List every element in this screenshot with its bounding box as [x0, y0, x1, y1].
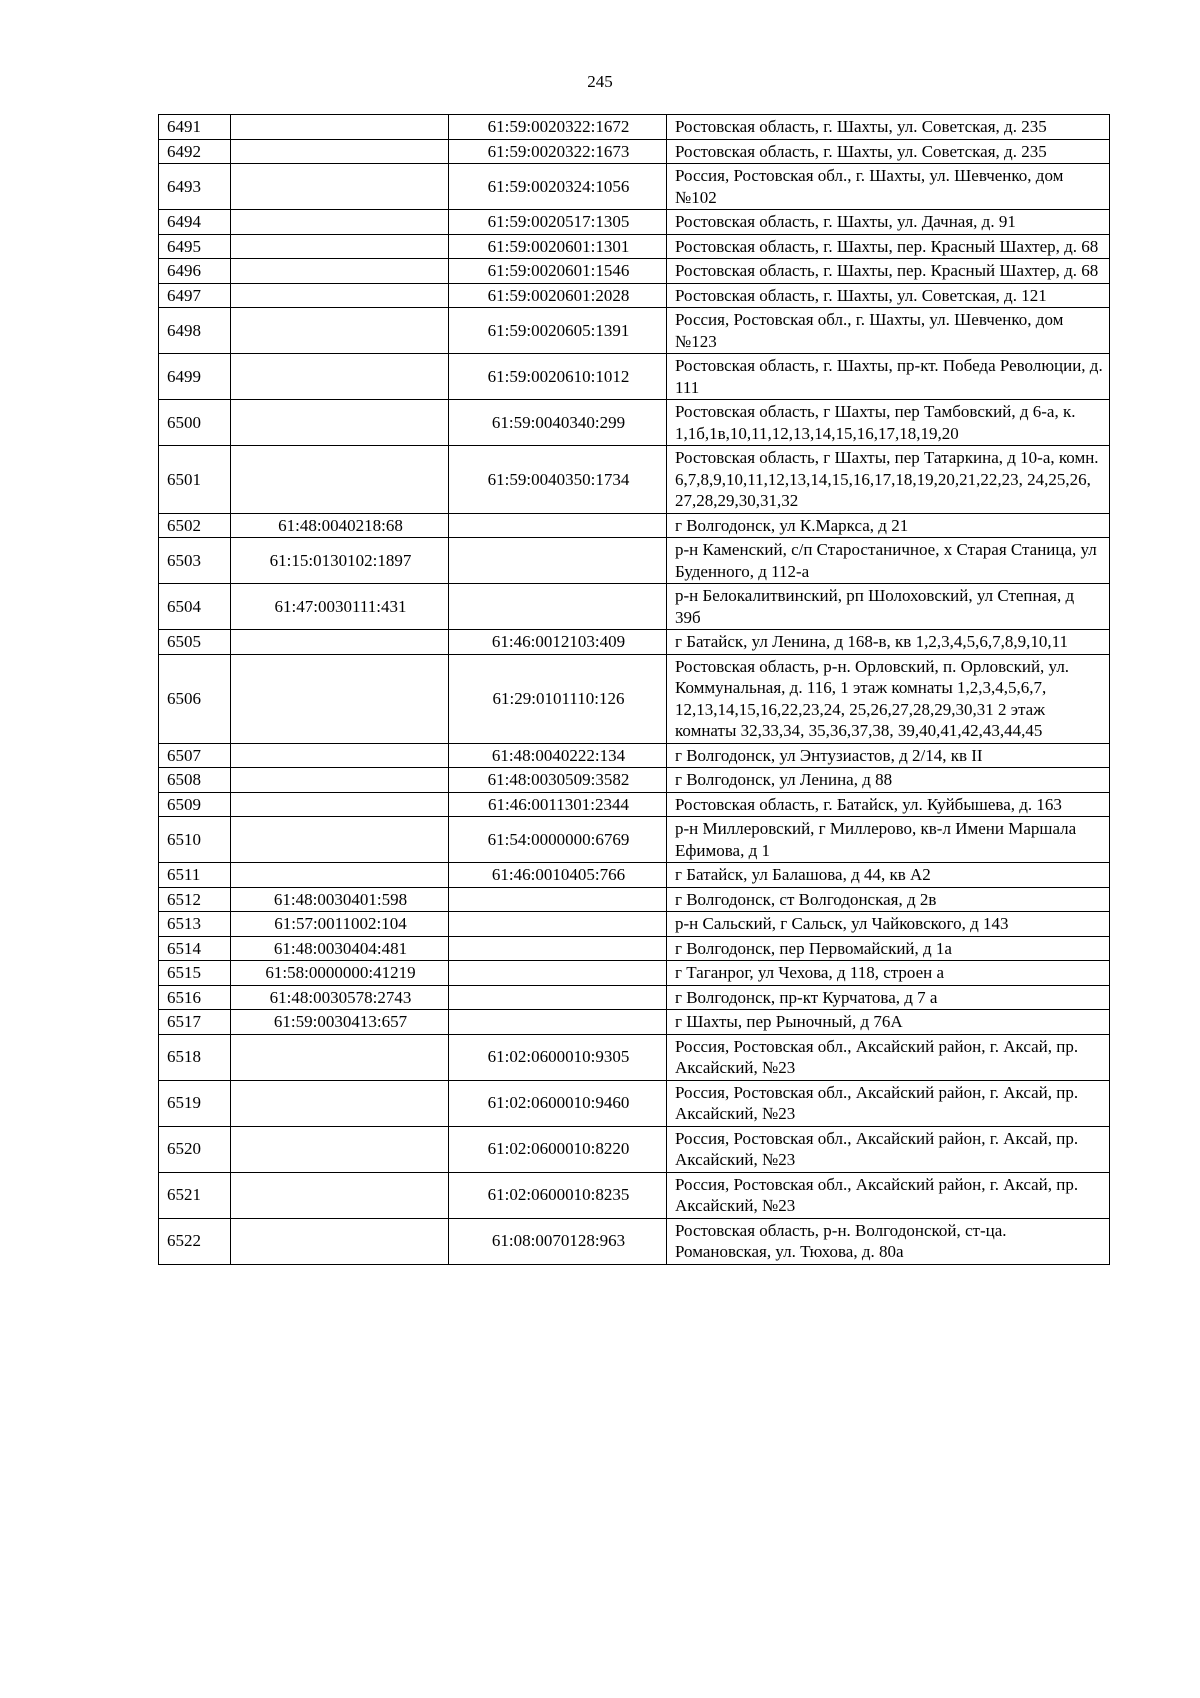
table-row [159, 210, 1110, 235]
row-number-cell: 6511 [159, 863, 231, 888]
registry-table-body [159, 115, 1110, 1265]
address-cell: Россия, Ростовская обл., Аксайский район, г. Аксай, пр. Аксайский, №23 [667, 1034, 1110, 1080]
cadastral-number-cell [231, 308, 449, 354]
table-row [159, 538, 1110, 584]
row-number-cell: 6520 [159, 1126, 231, 1172]
table-row [159, 308, 1110, 354]
table-row [159, 354, 1110, 400]
building-cadastral-number-cell [449, 584, 667, 630]
cadastral-number-cell [231, 817, 449, 863]
row-number-cell: 6501 [159, 446, 231, 514]
building-cadastral-number-cell: 61:02:0600010:8220 [449, 1126, 667, 1172]
row-number-cell: 6515 [159, 961, 231, 986]
row-number-cell: 6509 [159, 792, 231, 817]
cadastral-number-cell: 61:47:0030111:431 [231, 584, 449, 630]
row-number-cell: 6517 [159, 1010, 231, 1035]
building-cadastral-number-cell [449, 985, 667, 1010]
row-number-cell: 6518 [159, 1034, 231, 1080]
table-row [159, 139, 1110, 164]
building-cadastral-number-cell: 61:59:0020324:1056 [449, 164, 667, 210]
table-row [159, 1034, 1110, 1080]
table-row [159, 792, 1110, 817]
cadastral-number-cell: 61:48:0040218:68 [231, 513, 449, 538]
row-number-cell: 6519 [159, 1080, 231, 1126]
cadastral-number-cell [231, 863, 449, 888]
building-cadastral-number-cell: 61:59:0040350:1734 [449, 446, 667, 514]
building-cadastral-number-cell: 61:46:0011301:2344 [449, 792, 667, 817]
row-number-cell: 6495 [159, 234, 231, 259]
address-cell: Ростовская область, г. Шахты, ул. Дачная, д. 91 [667, 210, 1110, 235]
row-number-cell: 6512 [159, 887, 231, 912]
building-cadastral-number-cell: 61:46:0010405:766 [449, 863, 667, 888]
row-number-cell: 6491 [159, 115, 231, 140]
cadastral-number-cell [231, 115, 449, 140]
building-cadastral-number-cell: 61:46:0012103:409 [449, 630, 667, 655]
registry-table [158, 114, 1110, 1265]
building-cadastral-number-cell: 61:59:0020322:1672 [449, 115, 667, 140]
cadastral-number-cell [231, 1080, 449, 1126]
address-cell: Россия, Ростовская обл., г. Шахты, ул. Шевченко, дом №102 [667, 164, 1110, 210]
building-cadastral-number-cell: 61:08:0070128:963 [449, 1218, 667, 1264]
cadastral-number-cell [231, 1034, 449, 1080]
cadastral-number-cell: 61:57:0011002:104 [231, 912, 449, 937]
cadastral-number-cell: 61:48:0030401:598 [231, 887, 449, 912]
building-cadastral-number-cell [449, 887, 667, 912]
building-cadastral-number-cell: 61:59:0020601:2028 [449, 283, 667, 308]
building-cadastral-number-cell: 61:59:0020601:1301 [449, 234, 667, 259]
row-number-cell: 6502 [159, 513, 231, 538]
table-row [159, 584, 1110, 630]
building-cadastral-number-cell: 61:02:0600010:9305 [449, 1034, 667, 1080]
table-row [159, 743, 1110, 768]
row-number-cell: 6514 [159, 936, 231, 961]
building-cadastral-number-cell: 61:48:0040222:134 [449, 743, 667, 768]
address-cell: г Волгодонск, пр-кт Курчатова, д 7 а [667, 985, 1110, 1010]
row-number-cell: 6508 [159, 768, 231, 793]
address-cell: Ростовская область, р-н. Волгодонской, ст-ца. Романовская, ул. Тюхова, д. 80а [667, 1218, 1110, 1264]
address-cell: Россия, Ростовская обл., Аксайский район, г. Аксай, пр. Аксайский, №23 [667, 1080, 1110, 1126]
building-cadastral-number-cell: 61:02:0600010:9460 [449, 1080, 667, 1126]
table-row [159, 259, 1110, 284]
table-row [159, 985, 1110, 1010]
building-cadastral-number-cell [449, 1010, 667, 1035]
building-cadastral-number-cell: 61:59:0020605:1391 [449, 308, 667, 354]
row-number-cell: 6513 [159, 912, 231, 937]
address-cell: Ростовская область, г. Шахты, ул. Советская, д. 235 [667, 115, 1110, 140]
address-cell: Ростовская область, г Шахты, пер Тамбовский, д 6-а, к. 1,1б,1в,10,11,12,13,14,15,16,17,18,19,20 [667, 400, 1110, 446]
row-number-cell: 6516 [159, 985, 231, 1010]
row-number-cell: 6492 [159, 139, 231, 164]
building-cadastral-number-cell: 61:59:0040340:299 [449, 400, 667, 446]
table-row [159, 817, 1110, 863]
building-cadastral-number-cell [449, 513, 667, 538]
address-cell: г Волгодонск, пер Первомайский, д 1а [667, 936, 1110, 961]
table-row [159, 630, 1110, 655]
table-row [159, 936, 1110, 961]
row-number-cell: 6499 [159, 354, 231, 400]
cadastral-number-cell [231, 234, 449, 259]
address-cell: г Шахты, пер Рыночный, д 76А [667, 1010, 1110, 1035]
row-number-cell: 6498 [159, 308, 231, 354]
address-cell: г Батайск, ул Ленина, д 168-в, кв 1,2,3,4,5,6,7,8,9,10,11 [667, 630, 1110, 655]
cadastral-number-cell: 61:58:0000000:41219 [231, 961, 449, 986]
row-number-cell: 6500 [159, 400, 231, 446]
cadastral-number-cell: 61:48:0030404:481 [231, 936, 449, 961]
cadastral-number-cell [231, 654, 449, 743]
table-row [159, 1126, 1110, 1172]
row-number-cell: 6497 [159, 283, 231, 308]
cadastral-number-cell [231, 743, 449, 768]
address-cell: р-н Сальский, г Сальск, ул Чайковского, д 143 [667, 912, 1110, 937]
row-number-cell: 6494 [159, 210, 231, 235]
building-cadastral-number-cell: 61:59:0020517:1305 [449, 210, 667, 235]
table-row [159, 513, 1110, 538]
cadastral-number-cell [231, 259, 449, 284]
row-number-cell: 6503 [159, 538, 231, 584]
address-cell: Ростовская область, г. Шахты, пер. Красный Шахтер, д. 68 [667, 234, 1110, 259]
page-number: 245 [587, 72, 613, 91]
address-cell: Россия, Ростовская обл., Аксайский район, г. Аксай, пр. Аксайский, №23 [667, 1172, 1110, 1218]
cadastral-number-cell [231, 1126, 449, 1172]
row-number-cell: 6493 [159, 164, 231, 210]
table-row [159, 115, 1110, 140]
address-cell: г Волгодонск, ст Волгодонская, д 2в [667, 887, 1110, 912]
cadastral-number-cell [231, 1218, 449, 1264]
cadastral-number-cell: 61:15:0130102:1897 [231, 538, 449, 584]
building-cadastral-number-cell [449, 936, 667, 961]
address-cell: Ростовская область, г. Шахты, ул. Советская, д. 235 [667, 139, 1110, 164]
cadastral-number-cell: 61:59:0030413:657 [231, 1010, 449, 1035]
cadastral-number-cell [231, 630, 449, 655]
cadastral-number-cell [231, 164, 449, 210]
row-number-cell: 6522 [159, 1218, 231, 1264]
address-cell: Россия, Ростовская обл., Аксайский район, г. Аксай, пр. Аксайский, №23 [667, 1126, 1110, 1172]
building-cadastral-number-cell [449, 912, 667, 937]
building-cadastral-number-cell: 61:54:0000000:6769 [449, 817, 667, 863]
table-row [159, 1080, 1110, 1126]
table-row [159, 863, 1110, 888]
cadastral-number-cell [231, 1172, 449, 1218]
address-cell: г Волгодонск, ул К.Маркса, д 21 [667, 513, 1110, 538]
row-number-cell: 6505 [159, 630, 231, 655]
address-cell: Ростовская область, г Шахты, пер Татаркина, д 10-а, комн. 6,7,8,9,10,11,12,13,14,15,16,17,18,19,20,21,22,23, 24,25,26, 27,28,29,30,31,32 [667, 446, 1110, 514]
address-cell: г Батайск, ул Балашова, д 44, кв А2 [667, 863, 1110, 888]
building-cadastral-number-cell: 61:59:0020601:1546 [449, 259, 667, 284]
cadastral-number-cell [231, 768, 449, 793]
address-cell: р-н Каменский, с/п Старостаничное, х Старая Станица, ул Буденного, д 112-а [667, 538, 1110, 584]
building-cadastral-number-cell: 61:59:0020610:1012 [449, 354, 667, 400]
address-cell: г Волгодонск, ул Энтузиастов, д 2/14, кв II [667, 743, 1110, 768]
address-cell: г Волгодонск, ул Ленина, д 88 [667, 768, 1110, 793]
cadastral-number-cell [231, 354, 449, 400]
address-cell: Россия, Ростовская обл., г. Шахты, ул. Шевченко, дом №123 [667, 308, 1110, 354]
cadastral-number-cell [231, 283, 449, 308]
address-cell: г Таганрог, ул Чехова, д 118, строен а [667, 961, 1110, 986]
cadastral-number-cell [231, 400, 449, 446]
cadastral-number-cell [231, 139, 449, 164]
address-cell: Ростовская область, г. Батайск, ул. Куйбышева, д. 163 [667, 792, 1110, 817]
row-number-cell: 6504 [159, 584, 231, 630]
table-row [159, 912, 1110, 937]
row-number-cell: 6510 [159, 817, 231, 863]
building-cadastral-number-cell [449, 538, 667, 584]
table-row [159, 654, 1110, 743]
address-cell: р-н Белокалитвинский, рп Шолоховский, ул Степная, д 39б [667, 584, 1110, 630]
building-cadastral-number-cell: 61:29:0101110:126 [449, 654, 667, 743]
table-row [159, 400, 1110, 446]
address-cell: р-н Миллеровский, г Миллерово, кв-л Имени Маршала Ефимова, д 1 [667, 817, 1110, 863]
table-row [159, 1172, 1110, 1218]
cadastral-number-cell: 61:48:0030578:2743 [231, 985, 449, 1010]
row-number-cell: 6506 [159, 654, 231, 743]
table-row [159, 1218, 1110, 1264]
address-cell: Ростовская область, р-н. Орловский, п. Орловский, ул. Коммунальная, д. 116, 1 этаж комнаты 1,2,3,4,5,6,7, 12,13,14,15,16,22,23,24, 25,26,27,28,29,30,31 2 этаж комнаты 32,33,34, 35,36,37,38, 39,40,41,42,43,44,45 [667, 654, 1110, 743]
table-row [159, 961, 1110, 986]
cadastral-number-cell [231, 446, 449, 514]
cadastral-number-cell [231, 210, 449, 235]
building-cadastral-number-cell: 61:48:0030509:3582 [449, 768, 667, 793]
table-row [159, 164, 1110, 210]
table-row [159, 446, 1110, 514]
table-row [159, 887, 1110, 912]
row-number-cell: 6496 [159, 259, 231, 284]
table-row [159, 234, 1110, 259]
row-number-cell: 6521 [159, 1172, 231, 1218]
address-cell: Ростовская область, г. Шахты, ул. Советская, д. 121 [667, 283, 1110, 308]
table-row [159, 1010, 1110, 1035]
table-row [159, 283, 1110, 308]
cadastral-number-cell [231, 792, 449, 817]
table-row [159, 768, 1110, 793]
building-cadastral-number-cell: 61:59:0020322:1673 [449, 139, 667, 164]
building-cadastral-number-cell [449, 961, 667, 986]
building-cadastral-number-cell: 61:02:0600010:8235 [449, 1172, 667, 1218]
row-number-cell: 6507 [159, 743, 231, 768]
address-cell: Ростовская область, г. Шахты, пр-кт. Победа Революции, д. 111 [667, 354, 1110, 400]
address-cell: Ростовская область, г. Шахты, пер. Красный Шахтер, д. 68 [667, 259, 1110, 284]
